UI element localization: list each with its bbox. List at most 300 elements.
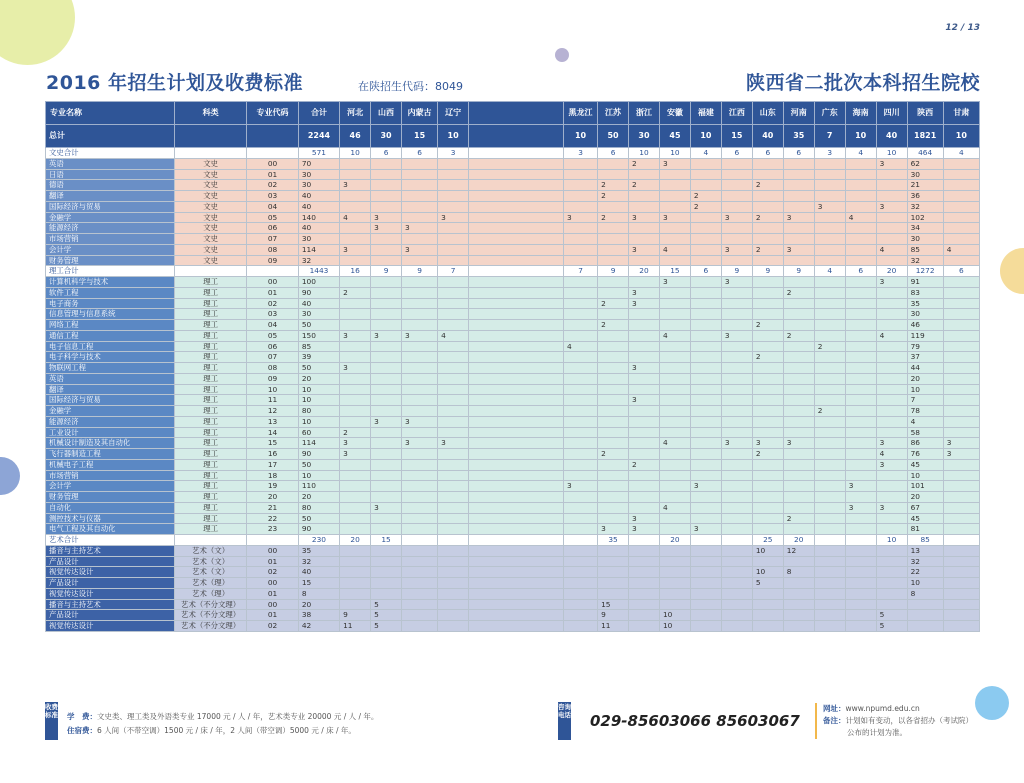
table-cell: 08 xyxy=(247,363,299,374)
table-cell: 文史 xyxy=(175,169,247,180)
table-cell xyxy=(564,502,598,513)
table-cell: 2 xyxy=(752,212,783,223)
total-cell: 1821 xyxy=(907,125,943,148)
table-row xyxy=(46,502,980,513)
table-cell xyxy=(752,524,783,535)
table-cell xyxy=(943,395,979,406)
table-cell xyxy=(752,255,783,266)
subtotal-cell xyxy=(564,535,598,546)
table-cell xyxy=(783,427,814,438)
table-cell xyxy=(943,406,979,417)
table-cell xyxy=(469,470,564,481)
table-cell xyxy=(814,545,845,556)
major-name: 市场营销 xyxy=(46,234,175,245)
table-cell xyxy=(629,320,660,331)
site-url[interactable]: www.npumd.edu.cn xyxy=(845,704,920,713)
table-cell xyxy=(402,492,438,503)
table-cell xyxy=(598,309,629,320)
subtotal-cell: 6 xyxy=(690,266,721,277)
table-cell xyxy=(690,363,721,374)
major-name: 电子商务 xyxy=(46,298,175,309)
subtotal-row xyxy=(46,266,980,277)
table-cell xyxy=(783,201,814,212)
subtotal-cell: 9 xyxy=(371,266,402,277)
major-name: 机械设计制造及其自动化 xyxy=(46,438,175,449)
table-cell xyxy=(814,384,845,395)
table-cell: 58 xyxy=(907,427,943,438)
table-cell xyxy=(659,395,690,406)
major-name: 机械电子工程 xyxy=(46,459,175,470)
table-cell xyxy=(876,481,907,492)
table-cell xyxy=(943,481,979,492)
total-cell: 15 xyxy=(402,125,438,148)
table-cell xyxy=(469,513,564,524)
table-cell xyxy=(659,298,690,309)
table-cell xyxy=(752,610,783,621)
table-cell xyxy=(845,244,876,255)
table-cell xyxy=(752,492,783,503)
table-cell xyxy=(752,298,783,309)
table-cell: 03 xyxy=(247,191,299,202)
table-cell xyxy=(943,277,979,288)
subtotal-cell xyxy=(814,535,845,546)
table-cell xyxy=(438,524,469,535)
table-cell xyxy=(371,470,402,481)
table-cell: 3 xyxy=(752,438,783,449)
table-cell xyxy=(876,169,907,180)
table-cell: 91 xyxy=(907,277,943,288)
table-cell xyxy=(943,373,979,384)
table-cell: 10 xyxy=(298,384,339,395)
table-cell xyxy=(629,223,660,234)
decor-circle-green xyxy=(0,0,75,65)
table-cell xyxy=(943,416,979,427)
table-row xyxy=(46,449,980,460)
table-cell xyxy=(876,341,907,352)
table-cell xyxy=(845,373,876,384)
table-cell: 00 xyxy=(247,578,299,589)
table-cell xyxy=(371,201,402,212)
table-cell xyxy=(659,470,690,481)
table-cell: 44 xyxy=(907,363,943,374)
table-cell: 21 xyxy=(907,180,943,191)
table-cell xyxy=(371,277,402,288)
table-cell xyxy=(907,599,943,610)
dorm-label: 住宿费： xyxy=(67,726,97,735)
table-cell: 3 xyxy=(845,502,876,513)
subtotal-cell: 9 xyxy=(783,266,814,277)
table-cell xyxy=(340,406,371,417)
table-cell xyxy=(690,373,721,384)
table-row xyxy=(46,373,980,384)
col-header: 山东 xyxy=(752,102,783,125)
table-cell xyxy=(659,201,690,212)
table-cell xyxy=(340,481,371,492)
table-cell: 32 xyxy=(298,556,339,567)
total-cell xyxy=(175,125,247,148)
table-cell xyxy=(783,588,814,599)
table-cell xyxy=(845,384,876,395)
table-cell: 3 xyxy=(371,502,402,513)
table-cell: 01 xyxy=(247,169,299,180)
col-header: 专业名称 xyxy=(46,102,175,125)
major-name: 财务管理 xyxy=(46,255,175,266)
table-cell: 00 xyxy=(247,599,299,610)
table-cell xyxy=(659,588,690,599)
table-cell: 46 xyxy=(907,320,943,331)
table-cell xyxy=(690,169,721,180)
table-cell xyxy=(598,234,629,245)
table-cell xyxy=(943,567,979,578)
table-cell xyxy=(469,545,564,556)
table-cell xyxy=(469,384,564,395)
table-cell xyxy=(721,384,752,395)
table-cell: 理工 xyxy=(175,363,247,374)
table-cell: 32 xyxy=(907,255,943,266)
table-row xyxy=(46,481,980,492)
table-cell xyxy=(564,363,598,374)
table-cell xyxy=(629,449,660,460)
table-cell xyxy=(469,330,564,341)
table-cell: 81 xyxy=(907,524,943,535)
table-cell xyxy=(469,556,564,567)
table-row xyxy=(46,470,980,481)
table-cell xyxy=(752,384,783,395)
table-cell: 理工 xyxy=(175,416,247,427)
table-cell xyxy=(598,158,629,169)
table-cell: 3 xyxy=(876,277,907,288)
table-cell: 30 xyxy=(298,309,339,320)
table-cell xyxy=(438,492,469,503)
table-cell xyxy=(943,298,979,309)
recruit-code: 在陕招生代码：8049 xyxy=(358,80,463,93)
table-cell xyxy=(402,502,438,513)
table-cell xyxy=(402,427,438,438)
table-cell: 02 xyxy=(247,567,299,578)
table-cell: 4 xyxy=(876,330,907,341)
major-name: 信息管理与信息系统 xyxy=(46,309,175,320)
table-cell xyxy=(783,470,814,481)
table-cell xyxy=(752,481,783,492)
table-cell: 60 xyxy=(298,427,339,438)
col-header: 甘肃 xyxy=(943,102,979,125)
table-cell: 34 xyxy=(907,223,943,234)
subtotal-cell: 10 xyxy=(659,148,690,159)
table-row xyxy=(46,610,980,621)
table-cell: 78 xyxy=(907,406,943,417)
major-name: 物联网工程 xyxy=(46,363,175,374)
table-cell xyxy=(469,158,564,169)
table-cell xyxy=(659,481,690,492)
table-cell xyxy=(943,459,979,470)
table-cell: 30 xyxy=(298,169,339,180)
major-name: 金融学 xyxy=(46,406,175,417)
table-cell: 10 xyxy=(907,470,943,481)
table-cell xyxy=(814,255,845,266)
table-row xyxy=(46,309,980,320)
table-cell: 3 xyxy=(721,438,752,449)
table-cell: 10 xyxy=(752,567,783,578)
table-cell: 10 xyxy=(659,610,690,621)
table-cell xyxy=(564,438,598,449)
table-cell xyxy=(469,201,564,212)
table-cell xyxy=(598,169,629,180)
table-cell: 3 xyxy=(783,438,814,449)
table-cell xyxy=(814,567,845,578)
table-cell xyxy=(564,567,598,578)
table-cell xyxy=(402,599,438,610)
table-cell xyxy=(721,599,752,610)
table-cell xyxy=(752,427,783,438)
table-cell xyxy=(721,556,752,567)
table-cell xyxy=(845,191,876,202)
table-cell xyxy=(845,201,876,212)
subtotal-cell: 7 xyxy=(564,266,598,277)
note-label: 备注： xyxy=(823,716,846,725)
col-header: 福建 xyxy=(690,102,721,125)
table-cell xyxy=(752,470,783,481)
table-cell: 02 xyxy=(247,621,299,632)
table-cell: 3 xyxy=(629,363,660,374)
table-cell xyxy=(438,309,469,320)
table-cell xyxy=(469,223,564,234)
table-cell: 2 xyxy=(690,201,721,212)
table-cell: 理工 xyxy=(175,395,247,406)
table-cell xyxy=(598,406,629,417)
table-cell xyxy=(371,545,402,556)
table-cell xyxy=(438,244,469,255)
table-cell: 文史 xyxy=(175,212,247,223)
table-cell xyxy=(659,406,690,417)
table-row xyxy=(46,545,980,556)
table-cell xyxy=(721,567,752,578)
table-cell xyxy=(876,470,907,481)
subtotal-cell: 15 xyxy=(371,535,402,546)
subtotal-cell: 10 xyxy=(340,148,371,159)
table-cell: 文史 xyxy=(175,158,247,169)
table-cell xyxy=(721,578,752,589)
table-cell xyxy=(814,309,845,320)
table-cell xyxy=(752,341,783,352)
table-cell xyxy=(402,234,438,245)
table-cell xyxy=(598,438,629,449)
table-cell xyxy=(564,470,598,481)
table-cell xyxy=(371,255,402,266)
major-name: 产品设计 xyxy=(46,556,175,567)
table-cell xyxy=(721,427,752,438)
table-cell: 3 xyxy=(402,330,438,341)
table-cell: 17 xyxy=(247,459,299,470)
table-cell xyxy=(629,352,660,363)
col-header: 四川 xyxy=(876,102,907,125)
table-cell: 2 xyxy=(752,244,783,255)
table-cell xyxy=(564,599,598,610)
subtotal-cell: 4 xyxy=(845,148,876,159)
table-cell: 07 xyxy=(247,234,299,245)
table-cell xyxy=(340,578,371,589)
table-cell xyxy=(564,459,598,470)
table-cell xyxy=(402,406,438,417)
table-cell xyxy=(438,363,469,374)
subtotal-cell: 6 xyxy=(752,148,783,159)
table-cell: 3 xyxy=(564,481,598,492)
table-cell xyxy=(814,158,845,169)
table-cell xyxy=(752,599,783,610)
tuition-text: 文史类、理工类及外语类专业 17000 元 / 人 / 年，艺术类专业 20000 元 / 人 / 年。 xyxy=(97,712,379,721)
subtotal-cell xyxy=(690,535,721,546)
table-row xyxy=(46,201,980,212)
table-cell xyxy=(783,341,814,352)
table-cell xyxy=(814,513,845,524)
table-cell: 3 xyxy=(598,524,629,535)
table-cell: 22 xyxy=(907,567,943,578)
table-cell xyxy=(943,320,979,331)
table-cell: 119 xyxy=(907,330,943,341)
table-cell xyxy=(438,449,469,460)
table-cell xyxy=(402,524,438,535)
fee-info xyxy=(67,710,378,738)
table-cell xyxy=(690,223,721,234)
table-cell xyxy=(845,158,876,169)
table-cell xyxy=(752,277,783,288)
decor-circle-purple xyxy=(555,48,569,62)
table-cell xyxy=(783,492,814,503)
table-cell: 2 xyxy=(690,191,721,202)
table-cell: 02 xyxy=(247,298,299,309)
table-cell xyxy=(783,556,814,567)
table-cell xyxy=(783,599,814,610)
subtotal-cell: 6 xyxy=(721,148,752,159)
table-cell: 39 xyxy=(298,352,339,363)
table-cell: 32 xyxy=(298,255,339,266)
table-cell: 13 xyxy=(247,416,299,427)
table-cell: 8 xyxy=(783,567,814,578)
table-cell xyxy=(943,502,979,513)
table-cell xyxy=(783,320,814,331)
table-cell: 文史 xyxy=(175,223,247,234)
subtotal-cell: 9 xyxy=(598,266,629,277)
table-cell: 10 xyxy=(907,578,943,589)
table-cell xyxy=(564,169,598,180)
table-cell: 20 xyxy=(298,373,339,384)
table-cell xyxy=(371,373,402,384)
table-cell xyxy=(752,158,783,169)
table-cell xyxy=(402,255,438,266)
table-cell xyxy=(340,502,371,513)
table-cell xyxy=(814,438,845,449)
table-cell: 3 xyxy=(564,212,598,223)
table-cell xyxy=(340,567,371,578)
table-cell xyxy=(876,599,907,610)
subtotal-cell xyxy=(247,535,299,546)
table-cell: 00 xyxy=(247,545,299,556)
table-cell xyxy=(690,513,721,524)
table-cell xyxy=(907,610,943,621)
table-cell xyxy=(564,352,598,363)
table-cell: 理工 xyxy=(175,330,247,341)
table-cell xyxy=(690,621,721,632)
major-name: 英语 xyxy=(46,158,175,169)
table-cell: 2 xyxy=(752,180,783,191)
table-cell xyxy=(629,234,660,245)
table-cell xyxy=(814,459,845,470)
table-cell: 2 xyxy=(752,449,783,460)
major-name: 工业设计 xyxy=(46,427,175,438)
table-cell: 114 xyxy=(298,438,339,449)
table-cell xyxy=(629,438,660,449)
subtotal-cell xyxy=(721,535,752,546)
subtotal-cell: 10 xyxy=(629,148,660,159)
table-cell xyxy=(845,406,876,417)
table-cell xyxy=(371,287,402,298)
table-cell xyxy=(340,588,371,599)
table-cell xyxy=(564,416,598,427)
major-name: 网络工程 xyxy=(46,320,175,331)
table-cell xyxy=(598,384,629,395)
table-cell xyxy=(814,599,845,610)
table-cell xyxy=(598,481,629,492)
table-cell xyxy=(402,277,438,288)
table-cell xyxy=(814,330,845,341)
table-cell xyxy=(598,502,629,513)
table-cell xyxy=(814,578,845,589)
table-cell xyxy=(752,588,783,599)
table-cell: 40 xyxy=(298,201,339,212)
table-cell xyxy=(340,255,371,266)
major-name: 国际经济与贸易 xyxy=(46,395,175,406)
table-cell: 2 xyxy=(752,352,783,363)
table-cell xyxy=(690,438,721,449)
table-cell xyxy=(438,223,469,234)
table-cell xyxy=(876,567,907,578)
table-cell: 40 xyxy=(298,567,339,578)
table-cell xyxy=(469,287,564,298)
table-cell xyxy=(783,384,814,395)
col-header: 陕西 xyxy=(907,102,943,125)
table-cell: 3 xyxy=(402,244,438,255)
table-cell xyxy=(438,470,469,481)
table-cell xyxy=(564,180,598,191)
table-cell xyxy=(598,255,629,266)
table-cell xyxy=(371,191,402,202)
table-cell: 2 xyxy=(598,180,629,191)
table-cell xyxy=(721,169,752,180)
table-cell: 22 xyxy=(247,513,299,524)
table-cell xyxy=(340,298,371,309)
table-cell xyxy=(564,449,598,460)
table-cell xyxy=(564,223,598,234)
table-cell xyxy=(371,352,402,363)
table-cell xyxy=(402,459,438,470)
table-cell xyxy=(340,234,371,245)
table-cell xyxy=(876,287,907,298)
consult-label: 咨询电话 xyxy=(558,702,571,740)
table-cell: 30 xyxy=(907,234,943,245)
subtotal-cell: 4 xyxy=(690,148,721,159)
table-cell xyxy=(783,169,814,180)
table-cell: 45 xyxy=(907,459,943,470)
table-cell xyxy=(876,588,907,599)
table-cell: 09 xyxy=(247,255,299,266)
table-cell xyxy=(876,578,907,589)
table-cell xyxy=(438,234,469,245)
major-name: 飞行器制造工程 xyxy=(46,449,175,460)
table-cell xyxy=(340,169,371,180)
total-cell: 46 xyxy=(340,125,371,148)
table-cell: 85 xyxy=(298,341,339,352)
table-cell: 2 xyxy=(629,459,660,470)
table-cell xyxy=(371,180,402,191)
